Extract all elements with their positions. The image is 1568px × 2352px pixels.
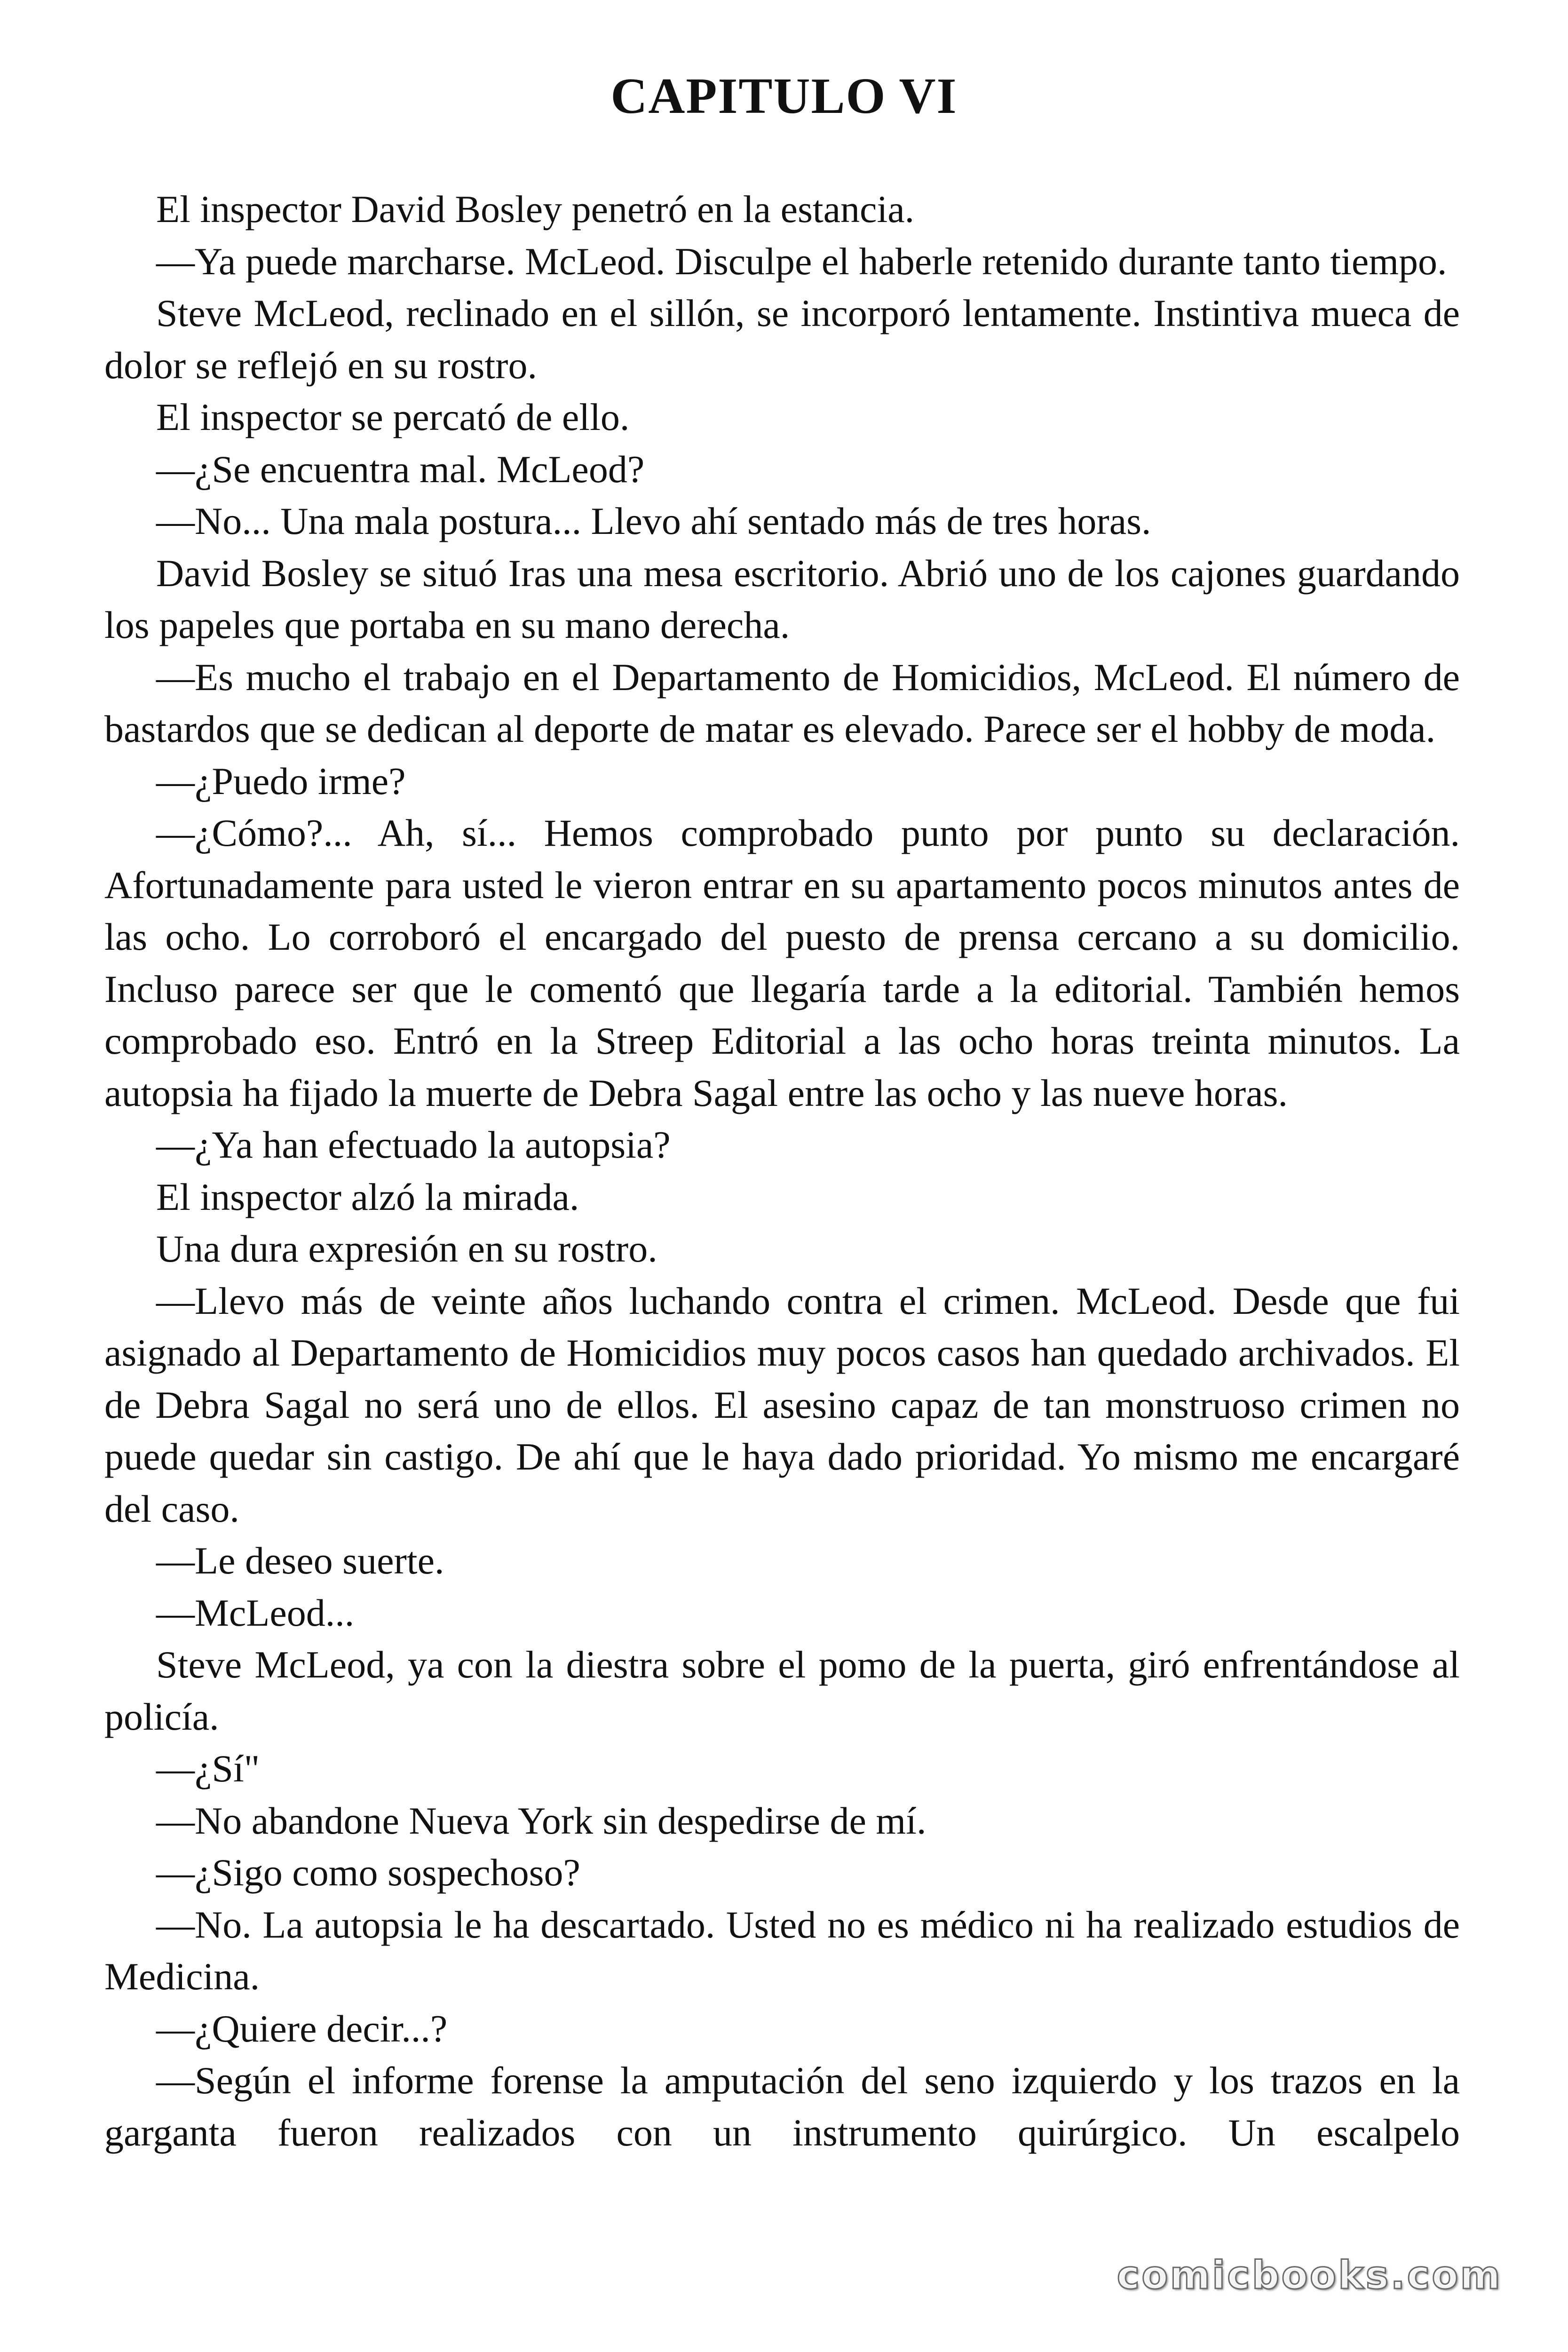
paragraph: —Llevo más de veinte años luchando contra el crimen. McLeod. Desde que fui asignado al Departamento de Homicidios muy pocos casos han quedado archivados. El de Debra Sagal no será uno de ellos. El asesino capaz de tan monstruoso crimen no puede quedar sin castigo. De ahí que le haya dado prioridad. Yo mismo me encargaré del caso. (104, 1279, 1460, 1530)
paragraph: Steve McLeod, reclinado en el sillón, se incorporó lentamente. Instintiva mueca de dolor se reflejó en su rostro. (104, 292, 1460, 387)
paragraph: El inspector se percató de ello. (156, 396, 630, 438)
paragraph: —¿Sí" (156, 1747, 260, 1790)
paragraph: —¿Cómo?... Ah, sí... Hemos comprobado punto por punto su declaración. Afortunadamente para usted le vieron entrar en su apartamento pocos minutos antes de las ocho. Lo corroboró el encargado del puesto de prensa cercano a su domicilio. Incluso parece ser que le comentó que llegaría tarde a la editorial. También hemos comprobado eso. Entró en la Streep Editorial a las ocho horas treinta minutos. La autopsia ha fijado la muerte de Debra Sagal entre las ocho y las nueve horas. (104, 811, 1460, 1114)
chapter-body (104, 183, 1460, 2159)
paragraph: —¿Ya han efectuado la autopsia? (156, 1123, 671, 1166)
paragraph: —¿Puedo irme? (156, 759, 406, 803)
paragraph: El inspector alzó la mirada. (156, 1175, 579, 1218)
paragraph: —Según el informe forense la amputación del seno izquierdo y los trazos en la garganta fueron realizados con un instrumento quirúrgico. Un escalpelo (104, 2059, 1460, 2154)
paragraph: —No abandone Nueva York sin despedirse de mí. (156, 1799, 927, 1842)
paragraph: —No... Una mala postura... Llevo ahí sentado más de tres horas. (156, 500, 1151, 542)
chapter-title: CAPITULO VI (610, 68, 958, 124)
paragraph: —Ya puede marcharse. McLeod. Disculpe el haberle retenido durante tanto tiempo. (156, 239, 1447, 283)
paragraph: El inspector David Bosley penetró en la estancia. (156, 188, 915, 230)
paragraph: —McLeod... (156, 1591, 355, 1634)
paragraph: Steve McLeod, ya con la diestra sobre el pomo de la puerta, giró enfrentándose al policía. (104, 1643, 1460, 1738)
watermark-logo: comicbooks.com (1117, 2253, 1502, 2298)
paragraph: David Bosley se situó Iras una mesa escritorio. Abrió uno de los cajones guardando los papeles que portaba en su mano derecha. (104, 551, 1460, 646)
paragraph: Una dura expresión en su rostro. (156, 1227, 657, 1270)
paragraph: —¿Se encuentra mal. McLeod? (156, 447, 645, 491)
paragraph: —¿Quiere decir...? (156, 2007, 448, 2050)
paragraph: —Le deseo suerte. (156, 1539, 444, 1582)
paragraph: —Es mucho el trabajo en el Departamento de Homicidios, McLeod. El número de bastardos que se dedican al deporte de matar es elevado. Parece ser el hobby de moda. (104, 655, 1460, 750)
paragraph: —No. La autopsia le ha descartado. Usted no es médico ni ha realizado estudios de Medicina. (104, 1903, 1460, 1998)
paragraph: —¿Sigo como sospechoso? (156, 1851, 580, 1894)
